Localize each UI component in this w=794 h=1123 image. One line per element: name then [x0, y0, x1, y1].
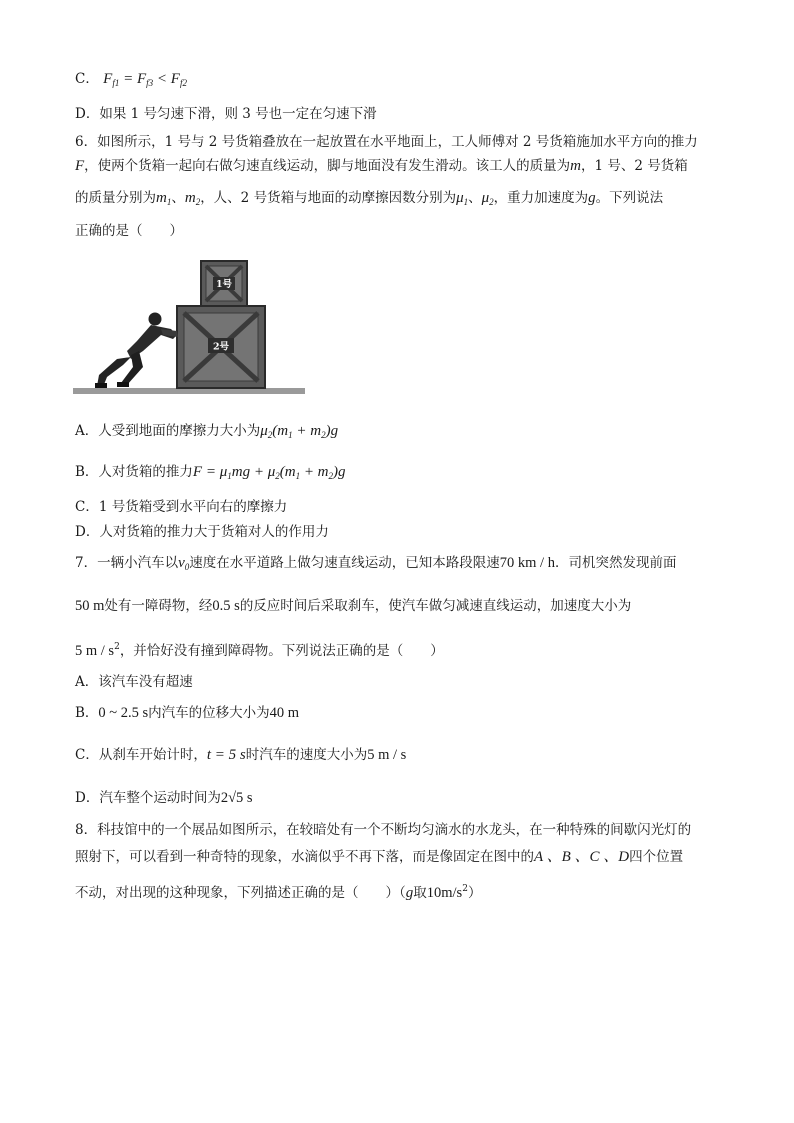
sep: 、	[171, 190, 185, 206]
symbol-masses: $m_1$	[156, 190, 172, 207]
q6-stem-line4: 正确的是（ ）	[75, 223, 183, 239]
points-abcd: A 、B 、C 、D	[534, 849, 630, 865]
q6-text: ，1 号、2 号货箱	[581, 158, 688, 174]
q6-option-a	[75, 421, 338, 445]
q7-text: 7．一辆小汽车以	[75, 555, 179, 571]
symbol-v0: $v_0$	[178, 555, 190, 572]
option-text: D．汽车整个运动时间为	[75, 790, 221, 806]
q8-stem-line1: 8．科技馆中的一个展品如图所示，在较暗处有一个不断均匀滴水的水龙头，在一种特殊的间歇闪光灯的	[75, 822, 692, 838]
q8-stem-line2	[75, 847, 683, 867]
friction-relation: $F_{f1} = F_{f3} < F_{f2}$	[103, 71, 187, 88]
worker	[95, 313, 178, 389]
time-range: 0 ~ 2.5 s	[98, 705, 149, 721]
q7-stem-line3	[75, 637, 444, 661]
g-value: 10m/s	[426, 885, 463, 901]
q6-option-b	[75, 462, 346, 486]
box-1	[201, 261, 247, 306]
q6-stem-line3	[75, 188, 663, 212]
exponent: 2	[462, 884, 468, 894]
q7-stem-line1	[75, 553, 676, 577]
time-value: t = 5 s	[206, 747, 246, 763]
option-text: 时汽车的速度大小为	[245, 747, 368, 763]
q7-option-b	[75, 703, 299, 723]
exponent: 2	[114, 642, 120, 652]
q6-option-d: D．人对货箱的推力大于货箱对人的作用力	[75, 524, 329, 540]
reaction-time: 0.5 s	[212, 598, 240, 614]
symbol-F: F	[75, 158, 85, 174]
displacement: 40 m	[269, 705, 300, 721]
option-label: B．	[75, 705, 99, 721]
q6-text: ，重力加速度为	[493, 190, 589, 206]
q7-stem-line2	[75, 596, 631, 616]
q6-text: ，使两个货箱一起向右做匀速直线运动，脚与地面没有发生滑动。该工人的质量为	[84, 158, 571, 174]
q7-text: 速度在水平道路上做匀速直线运动，已知本路段限速	[189, 555, 500, 571]
q8-text: ）	[467, 885, 482, 901]
q8-text: 取	[413, 885, 427, 901]
symbol-mu2: $\mu_2$	[481, 190, 494, 207]
q6-text: 。下列说法	[595, 190, 664, 206]
q5-option-d: D．如果 1 号匀速下滑，则 3 号也一定在匀速下滑	[75, 106, 377, 122]
q7-text: 的反应时间后采取刹车，使汽车做匀减速直线运动，加速度大小为	[239, 598, 632, 614]
box-2-label: 2号	[212, 341, 230, 353]
acceleration: 5 m / s	[75, 643, 115, 659]
q8-text: 四个位置	[629, 849, 684, 865]
q6-stem-line2	[75, 156, 688, 176]
sep: 、	[468, 190, 482, 206]
worker-pushing-boxes-figure	[73, 255, 305, 400]
formula-b: $F = \mu_1mg + \mu_2(m_1 + m_2)g$	[192, 464, 346, 481]
formula-a: $\mu_2(m_1 + m_2)g$	[260, 423, 339, 440]
option-text: C．从刹车开始计时，	[75, 747, 207, 763]
option-text: A．人受到地面的摩擦力大小为	[75, 423, 261, 439]
q7-text: 处有一障碍物，经	[104, 598, 213, 614]
box-1-label: 1号	[215, 279, 233, 290]
symbol-g: g	[405, 885, 414, 901]
box-2	[177, 306, 265, 388]
q8-text: 照射下，可以看到一种奇特的现象，水滴似乎不再下落，而是像固定在图中的	[75, 849, 534, 865]
q6-text: ，人、2 号货箱与地面的动摩擦因数分别为	[200, 190, 457, 206]
q7-option-a: A．该汽车没有超速	[75, 674, 193, 690]
q6-stem-line1: 6．如图所示，1 号与 2 号货箱叠放在一起放置在水平地面上，工人师傅对 2 号货箱施加水平方向的推力	[75, 134, 698, 150]
q8-text: 不动，对出现的这种现象，下列描述正确的是（ ）（	[75, 885, 406, 901]
symbol-m: m	[570, 158, 582, 174]
option-label: C．	[75, 71, 99, 87]
symbol-g: g	[588, 190, 596, 206]
symbol-m2: $m_2$	[184, 190, 201, 207]
distance: 50 m	[75, 598, 105, 614]
q5-option-c	[75, 69, 187, 93]
q7-text: ，并恰好没有撞到障碍物。下列说法正确的是（ ）	[119, 643, 444, 659]
option-text: B．人对货箱的推力	[75, 464, 193, 480]
speed-limit: 70 km / h	[499, 555, 555, 571]
q6-option-c: C．1 号货箱受到水平向右的摩擦力	[75, 499, 288, 515]
total-time: 2√5 s	[220, 790, 253, 806]
q8-stem-line3	[75, 879, 481, 903]
q6-text: 的质量分别为	[75, 190, 156, 206]
q7-option-d	[75, 788, 253, 808]
q7-text: ．司机突然发现前面	[554, 555, 677, 571]
option-text: 内汽车的位移大小为	[148, 705, 270, 721]
symbol-mu1: $\mu_1$	[456, 190, 469, 207]
speed-value: 5 m / s	[367, 747, 407, 763]
q7-option-c	[75, 745, 406, 765]
